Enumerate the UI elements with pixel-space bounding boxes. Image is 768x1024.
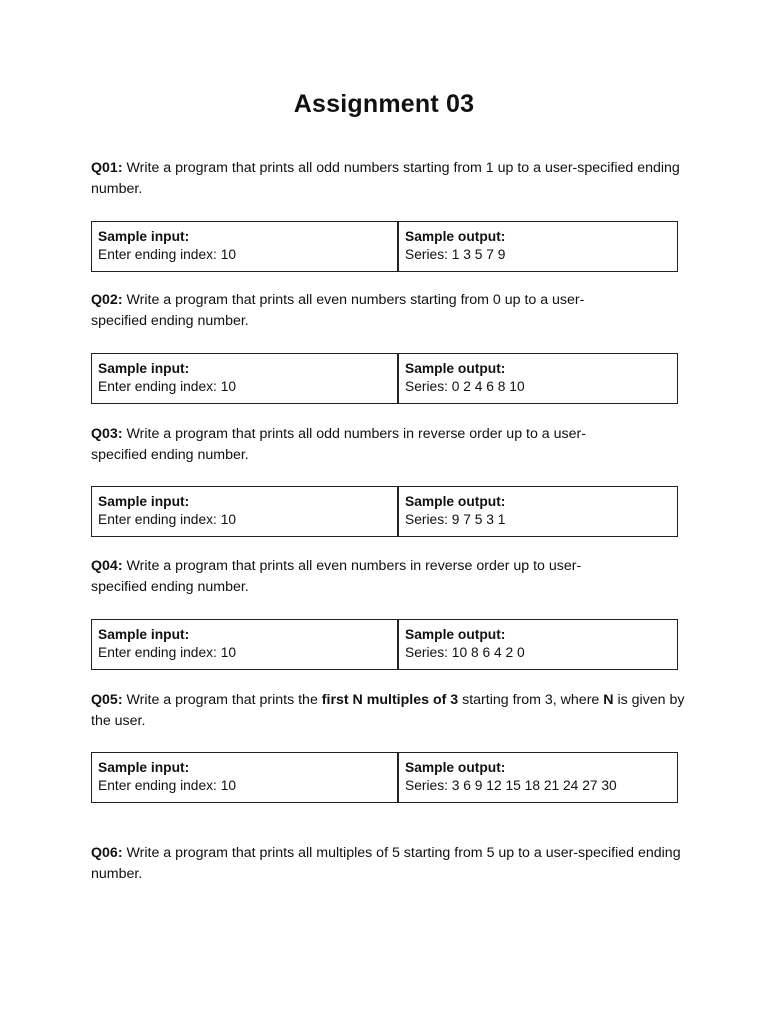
- sample-input-value: Enter ending index: 10: [98, 778, 237, 793]
- sample-input-label: Sample input:: [98, 760, 190, 775]
- sample-output-value: Series: 0 2 4 6 8 10: [405, 379, 525, 394]
- sample-table-q04: [91, 619, 678, 670]
- sample-output-label: Sample output:: [405, 361, 506, 376]
- sample-input-cell: [92, 487, 399, 537]
- question-q02: [91, 290, 611, 332]
- question-label: Q05:: [91, 692, 123, 708]
- question-text: Write a program that prints all even numbers in reverse order up to user-specified ending number.: [91, 558, 582, 595]
- sample-output-label: Sample output:: [405, 229, 506, 244]
- question-label: Q02:: [91, 292, 123, 308]
- sample-output-cell: [398, 753, 678, 803]
- sample-table-q03: [91, 486, 678, 537]
- sample-output-cell: [398, 620, 678, 670]
- question-label: Q04:: [91, 558, 123, 574]
- question-q03: [91, 424, 611, 466]
- question-q01: [91, 158, 691, 200]
- sample-input-value: Enter ending index: 10: [98, 512, 237, 527]
- question-emphasis: first N multiples of 3: [321, 692, 459, 708]
- sample-output-cell: [398, 354, 678, 404]
- question-q05: [91, 690, 691, 732]
- sample-input-label: Sample input:: [98, 229, 190, 244]
- question-text: Write a program that prints all odd numbers starting from 1 up to a user-specified ending number.: [91, 160, 680, 197]
- sample-output-label: Sample output:: [405, 494, 506, 509]
- sample-output-value: Series: 1 3 5 7 9: [405, 247, 506, 262]
- sample-table-q05: [91, 752, 678, 803]
- question-text-middle: starting from 3, where: [458, 692, 604, 708]
- question-text-before: Write a program that prints the: [122, 692, 322, 708]
- sample-input-label: Sample input:: [98, 494, 190, 509]
- sample-input-value: Enter ending index: 10: [98, 645, 237, 660]
- sample-output-cell: [398, 487, 678, 537]
- sample-input-cell: [92, 753, 399, 803]
- question-label: Q01:: [91, 160, 123, 176]
- question-text-after: is given by the user.: [91, 692, 685, 729]
- sample-input-value: Enter ending index: 10: [98, 247, 237, 262]
- question-label: Q03:: [91, 426, 123, 442]
- question-text: Write a program that prints all multiples of 5 starting from 5 up to a user-specified ending number.: [91, 845, 681, 882]
- sample-input-value: Enter ending index: 10: [98, 379, 237, 394]
- sample-output-cell: [398, 222, 678, 272]
- question-q06: [91, 843, 691, 885]
- sample-table-q02: [91, 353, 678, 404]
- sample-input-label: Sample input:: [98, 627, 190, 642]
- sample-input-cell: [92, 222, 399, 272]
- question-emphasis-n: N: [603, 692, 614, 708]
- question-text: Write a program that prints all odd numbers in reverse order up to a user-specified ending number.: [91, 426, 586, 463]
- question-text: Write a program that prints all even numbers starting from 0 up to a user-specified ending number.: [91, 292, 585, 329]
- page-title: Assignment 03: [293, 90, 475, 118]
- question-label: Q06:: [91, 845, 123, 861]
- sample-output-label: Sample output:: [405, 627, 506, 642]
- sample-output-value: Series: 9 7 5 3 1: [405, 512, 506, 527]
- sample-output-label: Sample output:: [405, 760, 506, 775]
- question-q04: [91, 556, 611, 598]
- sample-table-q01: [91, 221, 678, 272]
- sample-input-cell: [92, 620, 399, 670]
- sample-input-cell: [92, 354, 399, 404]
- sample-output-value: Series: 10 8 6 4 2 0: [405, 645, 525, 660]
- sample-output-value: Series: 3 6 9 12 15 18 21 24 27 30: [405, 778, 617, 793]
- sample-input-label: Sample input:: [98, 361, 190, 376]
